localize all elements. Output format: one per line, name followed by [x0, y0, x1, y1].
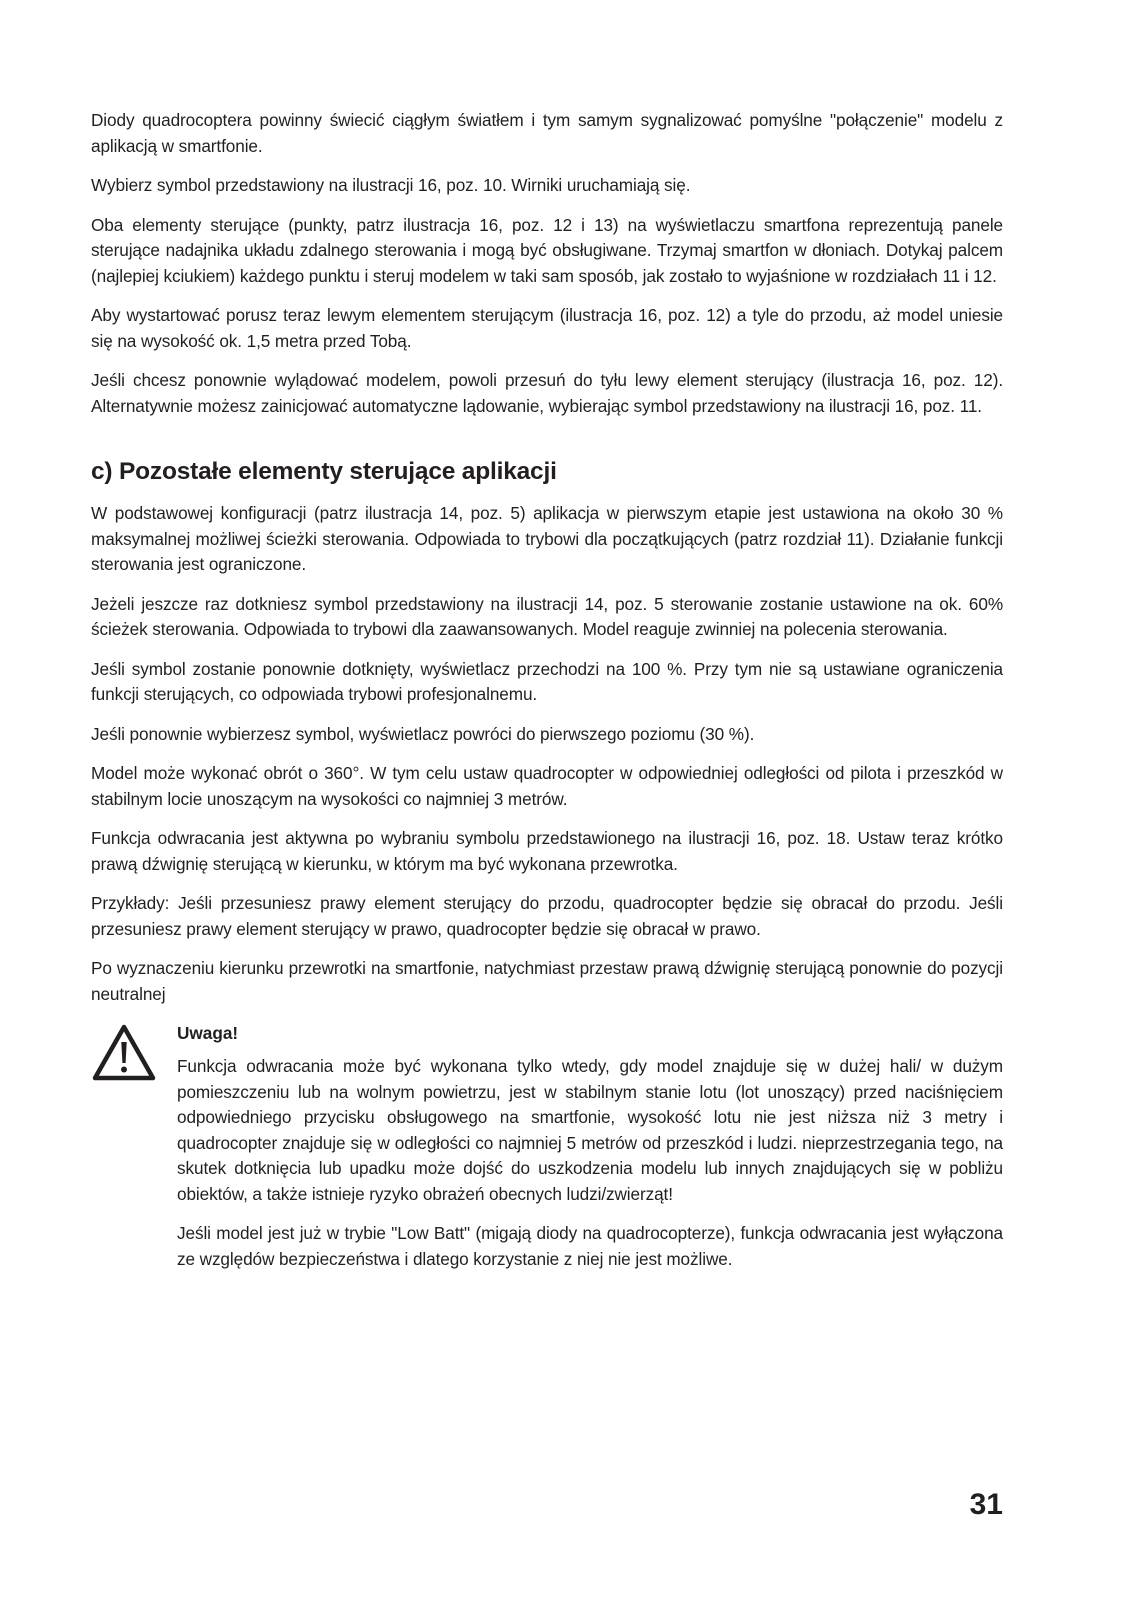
paragraph: Po wyznaczeniu kierunku przewrotki na smartfonie, natychmiast przestaw prawą dźwignię sterującą ponownie do pozycji neutralnej: [91, 958, 1003, 1004]
paragraph: Model może wykonać obrót o 360°. W tym celu ustaw quadrocopter w odpowiedniej odległości od pilota i przeszkód w stabilnym locie unoszącym na wysokości co najmniej 3 metrów.: [91, 763, 1003, 809]
paragraph: Oba elementy sterujące (punkty, patrz ilustracja 16, poz. 12 i 13) na wyświetlaczu smartfona reprezentują panele sterujące nadajnika układu zdalnego sterowania i mogą być obsługiwane. Trzymaj smartfon w dłoniach. Dotykaj palcem (najlepiej kciukiem) każdego punktu i steruj modelem w taki sam sposób, jak zostało to wyjaśnione w rozdziałach 11 i 12.: [91, 214, 1003, 286]
paragraph: Jeżeli jeszcze raz dotkniesz symbol przedstawiony na ilustracji 14, poz. 5 sterowanie zostanie ustawione na ok. 60% ścieżek sterowania. Odpowiada to trybowi dla zaawansowanych. Model reaguje zwinniej na polecenia sterowania.: [91, 593, 1003, 639]
section-heading: c) Pozostałe elementy sterujące aplikacji: [91, 458, 557, 485]
warning-paragraph: Jeśli model jest już w trybie "Low Batt" (migają diody na quadrocopterze), funkcja odwracania jest wyłączona ze względów bezpieczeństwa i dlatego korzystanie z niej nie jest możliwe.: [177, 1223, 1003, 1269]
paragraph: Jeśli symbol zostanie ponownie dotknięty, wyświetlacz przechodzi na 100 %. Przy tym nie są ustawiane ograniczenia funkcji sterujących, co odpowiada trybowi profesjonalnemu.: [91, 658, 1003, 704]
page-content: [91, 108, 1003, 1286]
warning-body: [177, 1021, 1003, 1272]
paragraph: Jeśli chcesz ponownie wylądować modelem, powoli przesuń do tyłu lewy element sterujący (ilustracja 16, poz. 12). Alternatywnie możesz zainicjować automatyczne lądowanie, wybierając symbol przedstawiony na ilustracji 16, poz. 11.: [91, 370, 1003, 416]
page-number: 31: [969, 1488, 1003, 1521]
warning-paragraph: Funkcja odwracania może być wykonana tylko wtedy, gdy model znajduje się w dużej hali/ w dużym pomieszczeniu lub na wolnym powietrzu, jest w stabilnym stanie lotu (lot unoszący) przed naciśnięciem odpowiedniego przycisku obsługowego na smartfonie, wysokość lotu nie jest niższa niż 3 metry i quadrocopter znajduje się w odległości co najmniej 5 metrów od przeszkód i ludzi. nieprzestrzegania tego, na skutek dotknięcia lub upadku może dojść do uszkodzenia modelu lub innych znajdujących się w pobliżu obiektów, a także istnieje ryzyko obrażeń obecnych ludzi/zwierząt!: [177, 1056, 1003, 1204]
paragraph: Diody quadrocoptera powinny świecić ciągłym światłem i tym samym sygnalizować pomyślne "połączenie" modelu z aplikacją w smartfonie.: [91, 110, 1003, 156]
warning-title: Uwaga!: [177, 1023, 239, 1043]
paragraph: W podstawowej konfiguracji (patrz ilustracja 14, poz. 5) aplikacja w pierwszym etapie jest ustawiona na około 30 % maksymalnej możliwej ścieżki sterowania. Odpowiada to trybowi dla początkujących (patrz rozdział 11). Działanie funkcji sterowania jest ograniczone.: [91, 503, 1003, 574]
warning-box: [91, 1021, 1003, 1272]
warning-triangle-icon: [91, 1023, 157, 1083]
paragraph: Przykłady: Jeśli przesuniesz prawy element sterujący do przodu, quadrocopter będzie się obracał do przodu. Jeśli przesuniesz prawy element sterujący w prawo, quadrocopter będzie się obracał w prawo.: [91, 893, 1003, 939]
paragraph: Wybierz symbol przedstawiony na ilustracji 16, poz. 10. Wirniki uruchamiają się.: [91, 175, 691, 195]
paragraph: Funkcja odwracania jest aktywna po wybraniu symbolu przedstawionego na ilustracji 16, poz. 18. Ustaw teraz krótko prawą dźwignię sterującą w kierunku, w którym ma być wykonana przewrotka.: [91, 828, 1003, 874]
paragraph: Aby wystartować porusz teraz lewym elementem sterującym (ilustracja 16, poz. 12) a tyle do przodu, aż model uniesie się na wysokość ok. 1,5 metra przed Tobą.: [91, 305, 1003, 351]
paragraph: Jeśli ponownie wybierzesz symbol, wyświetlacz powróci do pierwszego poziomu (30 %).: [91, 723, 755, 744]
